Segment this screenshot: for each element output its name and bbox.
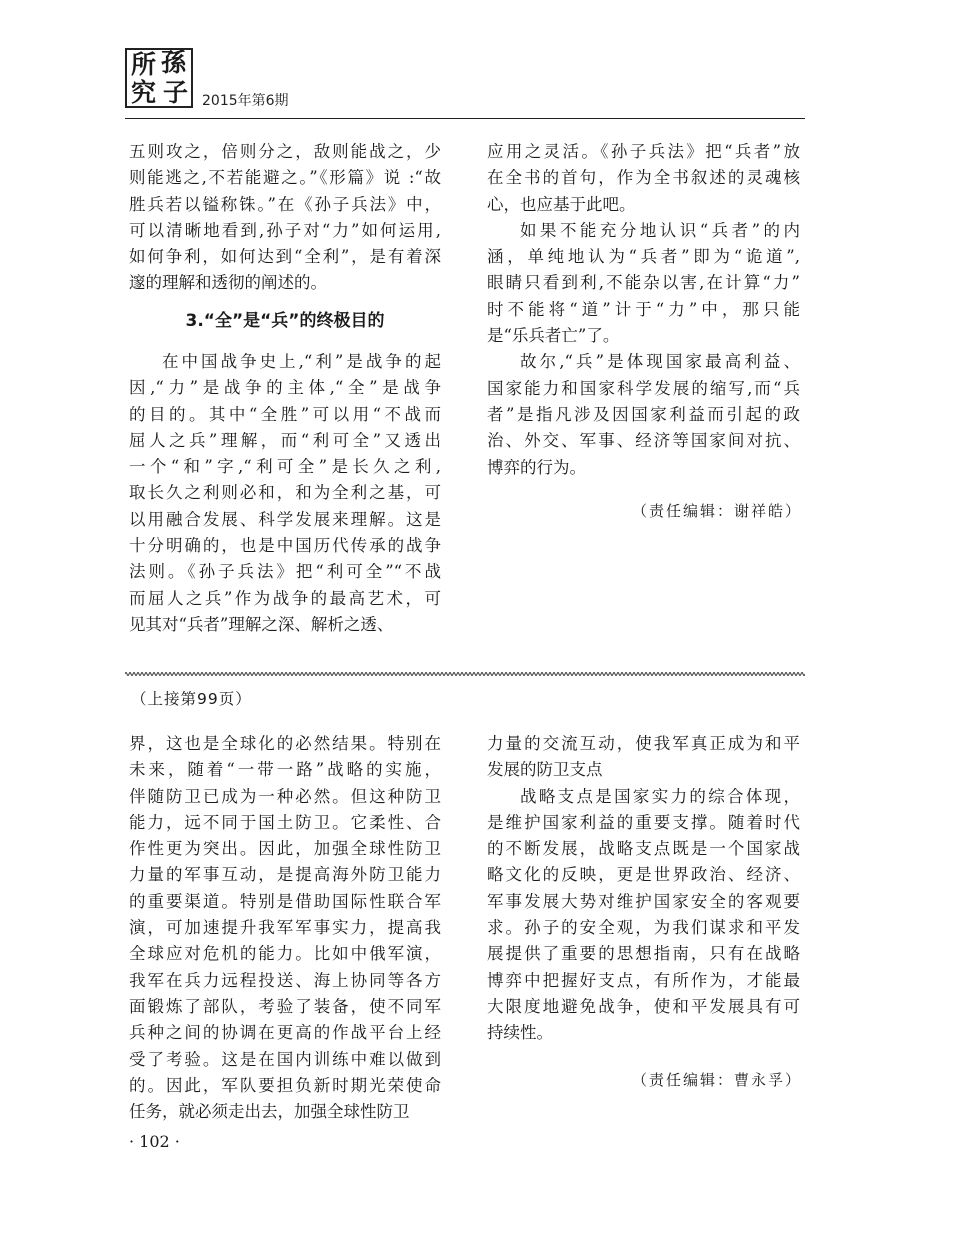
editor-credit: （责任编辑：谢祥皓） [632, 502, 803, 520]
logo-char: 所 [131, 50, 157, 79]
top-left-column-body [129, 349, 441, 638]
text-line: 兵种之间的协调在更高的作战平台上经 [129, 1023, 441, 1043]
text-line: 界，这也是全球化的必然结果。特别在 [129, 734, 441, 753]
text-line: 如果不能充分地认识“兵者”的内 [520, 220, 800, 240]
text-line: 博弈中把握好支点，有所作为，才能最 [487, 970, 800, 990]
top-right-column [487, 139, 800, 481]
page-number: · 102 · [129, 1132, 180, 1151]
issue-label: 2015年第6期 [202, 93, 289, 109]
text-line: 故尔,“兵”是体现国家最高利益、 [520, 352, 800, 372]
section-heading: 3.“全”是“兵”的终极目的 [185, 311, 385, 331]
text-line: 心，也应基于此吧。 [487, 194, 636, 214]
text-line: 发展的防卫支点 [487, 760, 603, 780]
text-line: 因,“力”是战争的主体,“全”是战争 [129, 378, 441, 398]
text-line: 的。因此，军队要担负新时期光荣使命 [129, 1075, 441, 1095]
text-line: 以用融合发展、科学发展来理解。这是 [129, 509, 441, 529]
continuation-note: （上接第99页） [131, 690, 252, 708]
text-line: 而屈人之兵”作为战争的最高艺术，可 [129, 588, 441, 608]
text-line: 略文化的反映，更是世界政治、经济、 [487, 865, 800, 885]
text-line: 力量的交流互动，使我军真正成为和平 [487, 734, 800, 753]
text-line: 五则攻之，倍则分之，敌则能战之，少 [129, 142, 441, 161]
journal-logo [125, 48, 193, 108]
text-line: 未来，随着“一带一路”战略的实施， [129, 760, 441, 780]
text-line: 我军在兵力远程投送、海上协同等各方 [129, 970, 441, 990]
text-line: 展提供了重要的思想指南，只有在战略 [487, 944, 800, 964]
text-line: 在全书的首句，作为全书叙述的灵魂核 [487, 168, 800, 188]
text-line: 伴随防卫已成为一种必然。但这种防卫 [129, 786, 441, 806]
text-line: 取长久之利则必和，和为全利之基，可 [129, 483, 441, 503]
text-line: 任务，就必须走出去，加强全球性防卫 [129, 1102, 410, 1122]
text-line: 眼睛只看到利,不能杂以害,在计算“力” [487, 273, 800, 293]
logo-char: 究 [131, 78, 157, 107]
bottom-left-column [129, 731, 441, 1125]
text-line: 的重要渠道。特别是借助国际性联合军 [129, 891, 441, 911]
text-line: 屈人之兵”理解，而“利可全”又透出 [129, 430, 441, 450]
text-line: 者”是指凡涉及因国家利益而引起的政 [487, 404, 800, 424]
text-line: 面锻炼了部队，考验了装备，使不同军 [129, 996, 441, 1016]
text-line: 受了考验。这是在国内训练中难以做到 [129, 1049, 441, 1069]
text-line: 应用之灵活。《孙子兵法》把“兵者”放 [487, 142, 800, 161]
header-divider [125, 118, 805, 119]
text-line: 博弈的行为。 [487, 457, 586, 477]
text-line: 法则。《孙子兵法》把“利可全”“不战 [129, 562, 441, 582]
text-line: 则能逃之,不若能避之。”《形篇》说 :“故 [129, 168, 441, 188]
text-line: 演，可加速提升我军军事实力，提高我 [129, 918, 441, 938]
text-line: 能力，远不同于国土防卫。它柔性、合 [129, 812, 441, 832]
text-line: 作性更为突出。因此，加强全球性防卫 [129, 839, 441, 859]
editor-credit: （责任编辑：曹永孚） [632, 1071, 803, 1089]
wavy-divider [125, 671, 805, 677]
text-line: 是维护国家利益的重要支撑。随着时代 [487, 812, 800, 832]
text-line: 军事发展大势对维护国家安全的客观要 [487, 891, 800, 911]
text-line: 见其对“兵者”理解之深、解析之透、 [129, 614, 394, 634]
text-line: 求。孙子的安全观，为我们谋求和平发 [487, 918, 800, 938]
text-line: 的目的。其中“全胜”可以用“不战而 [129, 404, 441, 424]
text-line: 十分明确的，也是中国历代传承的战争 [129, 536, 441, 556]
logo-char: 孫 [161, 48, 187, 77]
text-line: 涵，单纯地认为“兵者”即为“诡道”, [487, 247, 800, 267]
text-line: 胜兵若以镒称铢。”在《孙子兵法》中， [129, 194, 441, 214]
top-left-column [129, 139, 441, 297]
bottom-right-column [487, 731, 800, 1047]
logo-char: 子 [163, 78, 189, 107]
text-line: 战略支点是国家实力的综合体现， [520, 786, 800, 806]
text-line: 的不断发展，战略支点既是一个国家战 [487, 839, 800, 859]
text-line: 在中国战争史上,“利”是战争的起 [162, 352, 441, 371]
text-line: 时不能将“道”计于“力”中，那只能 [487, 299, 800, 319]
text-line: 可以清晰地看到,孙子对“力”如何运用, [129, 220, 441, 240]
text-line: 持续性。 [487, 1023, 553, 1043]
text-line: 治、外交、军事、经济等国家间对抗、 [487, 431, 800, 451]
text-line: 一个“和”字,“利可全”是长久之利, [129, 457, 441, 477]
text-line: 全球应对危机的能力。比如中俄军演， [129, 944, 441, 964]
text-line: 是“乐兵者亡”了。 [487, 326, 620, 346]
text-line: 国家能力和国家科学发展的缩写,而“兵 [487, 378, 800, 398]
text-line: 大限度地避免战争，使和平发展具有可 [487, 996, 800, 1016]
text-line: 邃的理解和透彻的阐述的。 [129, 273, 327, 293]
text-line: 力量的军事互动，是提高海外防卫能力 [129, 865, 441, 885]
text-line: 如何争利，如何达到“全利”，是有着深 [129, 247, 441, 267]
